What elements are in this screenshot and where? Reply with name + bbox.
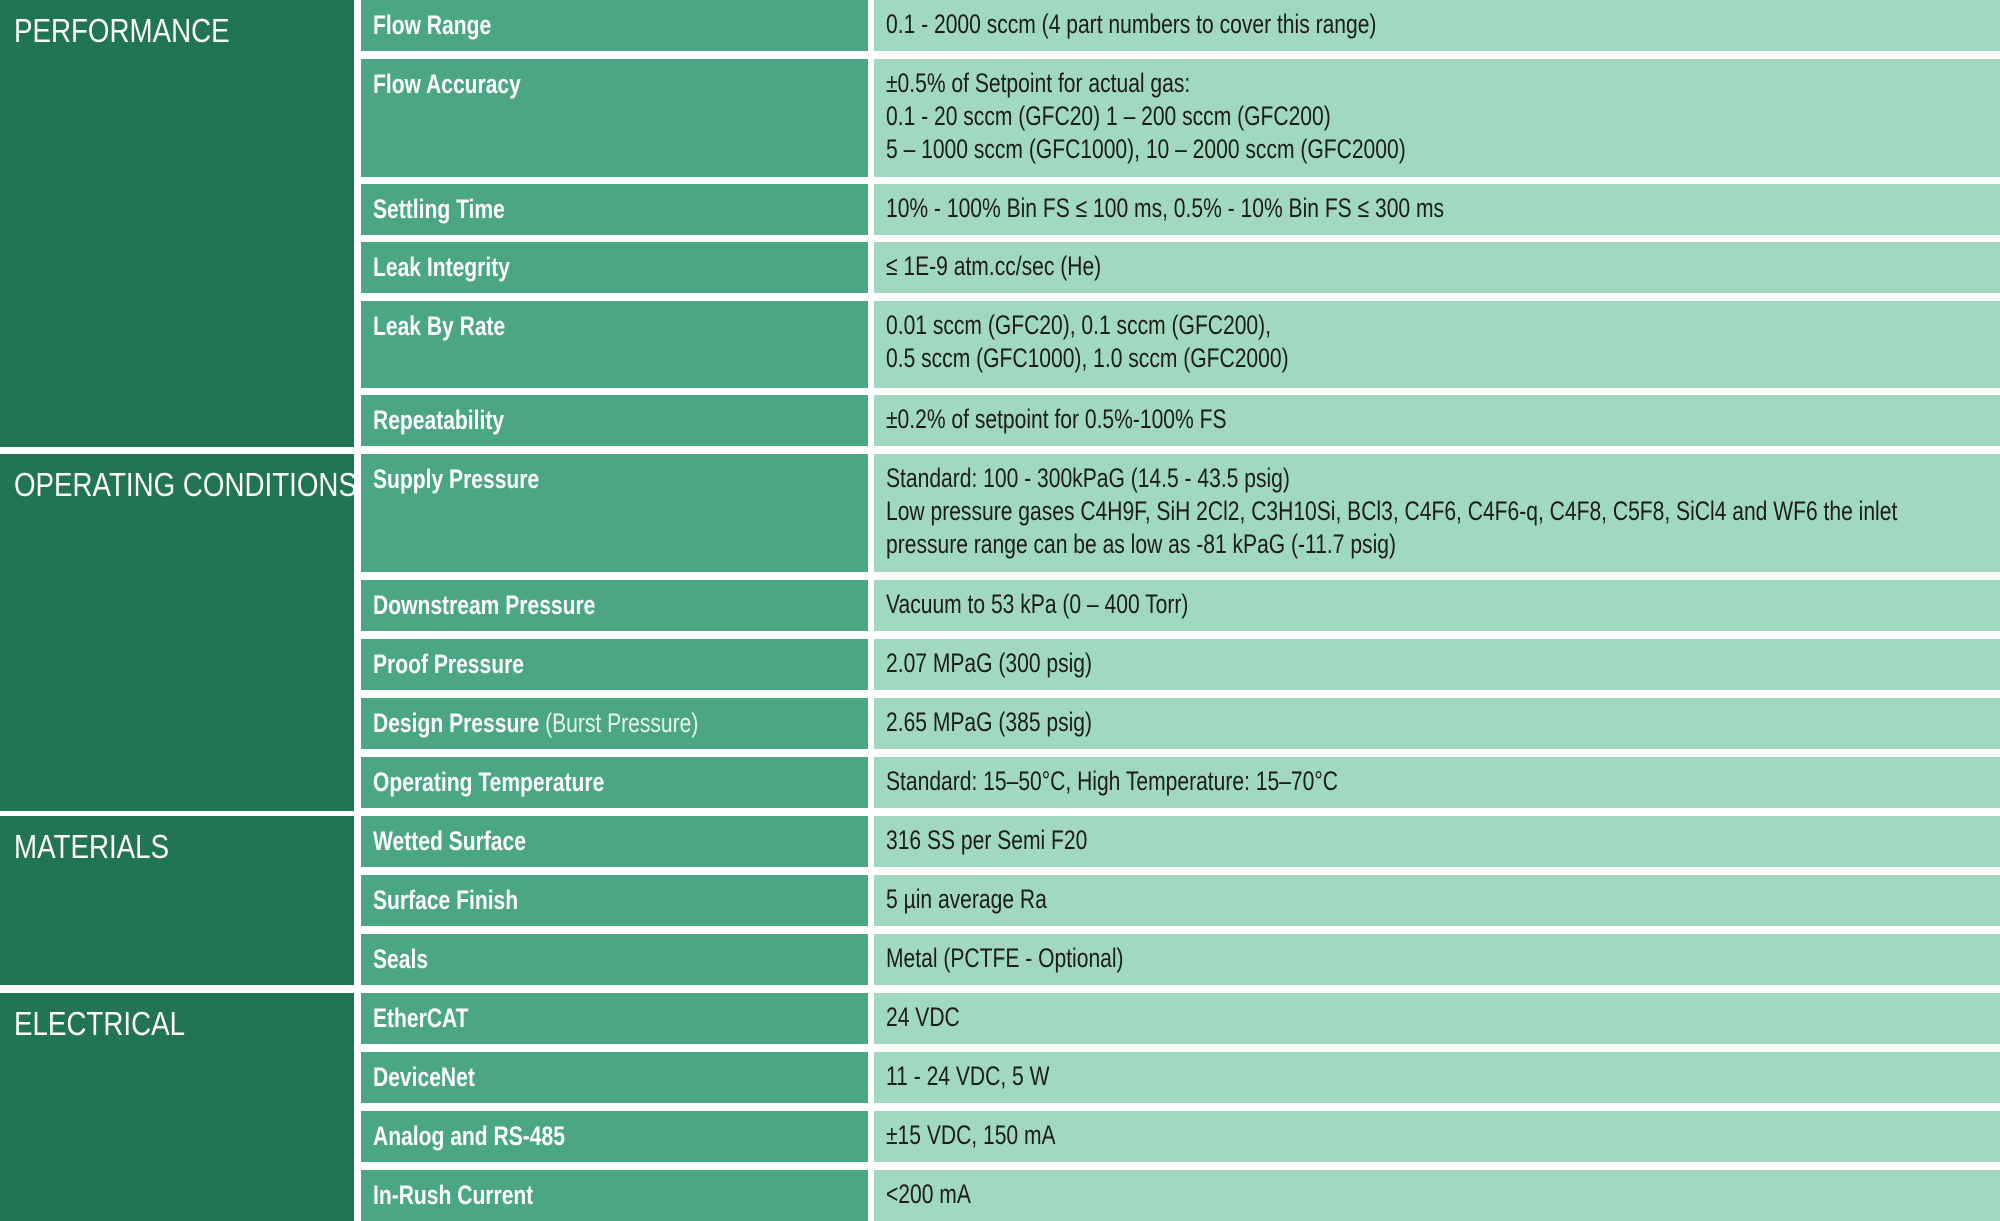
spec-value-line: 2.07 MPaG (300 psig) xyxy=(886,648,1093,678)
spec-label-supply-pressure xyxy=(373,462,539,496)
spec-label-devicenet xyxy=(373,1060,475,1094)
spec-value-leak-integrity xyxy=(886,250,1101,283)
spec-value-line: ±0.2% of setpoint for 0.5%-100% FS xyxy=(886,404,1227,434)
spec-value-cell xyxy=(874,757,2000,808)
spec-label-main: Analog and RS-485 xyxy=(373,1121,565,1151)
spec-value-line: Metal (PCTFE - Optional) xyxy=(886,943,1124,973)
spec-label-main: Operating Temperature xyxy=(373,767,605,797)
spec-label-main: Leak Integrity xyxy=(373,252,510,282)
spec-value-cell xyxy=(874,875,2000,926)
spec-label-main: DeviceNet xyxy=(373,1062,475,1092)
spec-label-wetted-surface xyxy=(373,824,526,858)
spec-value-ethercat xyxy=(886,1001,960,1034)
spec-value-line: ±15 VDC, 150 mA xyxy=(886,1120,1056,1150)
spec-value-in-rush-current xyxy=(886,1178,971,1211)
spec-label-cell xyxy=(361,59,868,177)
spec-label-cell xyxy=(361,1170,868,1221)
spec-value-cell xyxy=(874,184,2000,235)
spec-label-main: Surface Finish xyxy=(373,885,519,915)
spec-value-leak-by-rate xyxy=(886,309,1289,375)
spec-label-cell xyxy=(361,1111,868,1162)
spec-label-cell xyxy=(361,875,868,926)
spec-value-line: 5 µin average Ra xyxy=(886,884,1047,914)
spec-value-line: Low pressure gases C4H9F, SiH 2Cl2, C3H10Si, BCl3, C4F6, C4F6-q, C4F8, C5F8, SiCl4 and WF6 the inlet xyxy=(886,496,1898,526)
spec-label-cell xyxy=(361,639,868,690)
spec-value-cell xyxy=(874,59,2000,177)
spec-value-operating-temperature xyxy=(886,765,1338,798)
spec-value-line: 5 – 1000 sccm (GFC1000), 10 – 2000 sccm (GFC2000) xyxy=(886,134,1406,164)
spec-label-cell xyxy=(361,454,868,572)
spec-value-line: 0.1 - 2000 sccm (4 part numbers to cover this range) xyxy=(886,9,1377,39)
spec-value-downstream-pressure xyxy=(886,588,1188,621)
spec-value-cell xyxy=(874,1111,2000,1162)
spec-value-line: 10% - 100% Bin FS ≤ 100 ms, 0.5% - 10% Bin FS ≤ 300 ms xyxy=(886,193,1445,223)
spec-value-seals xyxy=(886,942,1124,975)
spec-label-flow-range xyxy=(373,8,491,42)
section-title: MATERIALS xyxy=(14,828,170,865)
spec-label-cell xyxy=(361,698,868,749)
spec-value-analog-and-rs-485 xyxy=(886,1119,1056,1152)
spec-value-line: 0.5 sccm (GFC1000), 1.0 sccm (GFC2000) xyxy=(886,343,1289,373)
spec-label-cell xyxy=(361,242,868,293)
spec-value-proof-pressure xyxy=(886,647,1092,680)
spec-label-cell xyxy=(361,184,868,235)
spec-value-cell xyxy=(874,1052,2000,1103)
spec-value-cell xyxy=(874,698,2000,749)
spec-value-repeatability xyxy=(886,403,1227,436)
spec-value-settling-time xyxy=(886,192,1444,225)
spec-value-line: 2.65 MPaG (385 psig) xyxy=(886,707,1093,737)
spec-label-cell xyxy=(361,395,868,446)
section-electrical xyxy=(0,993,354,1221)
spec-value-cell xyxy=(874,816,2000,867)
spec-label-main: Repeatability xyxy=(373,405,505,435)
spec-label-main: Seals xyxy=(373,944,429,974)
spec-label-operating-temperature xyxy=(373,765,604,799)
spec-label-main: In-Rush Current xyxy=(373,1180,534,1210)
section-title: ELECTRICAL xyxy=(14,1005,185,1042)
spec-value-cell xyxy=(874,580,2000,631)
spec-value-line: pressure range can be as low as -81 kPaG (-11.7 psig) xyxy=(886,529,1396,559)
spec-value-line: ≤ 1E-9 atm.cc/sec (He) xyxy=(886,251,1102,281)
spec-label-main: Supply Pressure xyxy=(373,464,540,494)
spec-label-cell xyxy=(361,993,868,1044)
spec-label-main: Downstream Pressure xyxy=(373,590,596,620)
spec-value-cell xyxy=(874,454,2000,572)
spec-label-in-rush-current xyxy=(373,1178,533,1212)
spec-value-cell xyxy=(874,301,2000,388)
spec-label-downstream-pressure xyxy=(373,588,595,622)
section-title: PERFORMANCE xyxy=(14,12,230,49)
spec-label-main: Flow Accuracy xyxy=(373,69,521,99)
spec-value-surface-finish xyxy=(886,883,1047,916)
spec-value-supply-pressure xyxy=(886,462,1897,561)
spec-label-cell xyxy=(361,816,868,867)
spec-label-analog-and-rs-485 xyxy=(373,1119,565,1153)
spec-value-cell xyxy=(874,0,2000,51)
spec-label-surface-finish xyxy=(373,883,518,917)
spec-label-cell xyxy=(361,580,868,631)
spec-value-cell xyxy=(874,993,2000,1044)
spec-label-cell xyxy=(361,1052,868,1103)
section-title: OPERATING CONDITIONS xyxy=(14,466,357,503)
spec-label-cell xyxy=(361,934,868,985)
spec-label-main: EtherCAT xyxy=(373,1003,469,1033)
spec-value-line: 24 VDC xyxy=(886,1002,960,1032)
spec-label-proof-pressure xyxy=(373,647,524,681)
spec-value-cell xyxy=(874,1170,2000,1221)
spec-label-seals xyxy=(373,942,428,976)
spec-label-flow-accuracy xyxy=(373,67,521,101)
spec-label-cell xyxy=(361,757,868,808)
spec-label-main: Flow Range xyxy=(373,10,492,40)
spec-label-cell xyxy=(361,301,868,388)
spec-label-ethercat xyxy=(373,1001,469,1035)
spec-value-line: 316 SS per Semi F20 xyxy=(886,825,1088,855)
spec-value-line: ±0.5% of Setpoint for actual gas: xyxy=(886,68,1191,98)
spec-label-design-pressure xyxy=(373,706,698,740)
section-operating-conditions xyxy=(0,454,357,811)
spec-value-cell xyxy=(874,242,2000,293)
spec-label-leak-integrity xyxy=(373,250,510,284)
spec-value-cell xyxy=(874,395,2000,446)
spec-label-main: Wetted Surface xyxy=(373,826,526,856)
spec-value-design-pressure xyxy=(886,706,1092,739)
spec-label-main: Proof Pressure xyxy=(373,649,524,679)
spec-label-leak-by-rate xyxy=(373,309,505,343)
spec-value-devicenet xyxy=(886,1060,1049,1093)
spec-label-settling-time xyxy=(373,192,505,226)
spec-label-note: (Burst Pressure) xyxy=(539,708,699,738)
spec-value-line: Vacuum to 53 kPa (0 – 400 Torr) xyxy=(886,589,1189,619)
spec-label-main: Leak By Rate xyxy=(373,311,506,341)
section-materials xyxy=(0,816,354,985)
spec-value-line: Standard: 15–50°C, High Temperature: 15–70°C xyxy=(886,766,1338,796)
section-performance xyxy=(0,0,354,447)
spec-value-cell xyxy=(874,934,2000,985)
spec-value-line: 11 - 24 VDC, 5 W xyxy=(886,1061,1050,1091)
spec-label-cell xyxy=(361,0,868,51)
spec-value-line: Standard: 100 - 300kPaG (14.5 - 43.5 psig) xyxy=(886,463,1290,493)
spec-value-cell xyxy=(874,639,2000,690)
spec-label-repeatability xyxy=(373,403,504,437)
spec-value-wetted-surface xyxy=(886,824,1087,857)
spec-value-flow-range xyxy=(886,8,1376,41)
spec-value-line: 0.01 sccm (GFC20), 0.1 sccm (GFC200), xyxy=(886,310,1272,340)
spec-label-main: Design Pressure xyxy=(373,708,540,738)
spec-value-line: <200 mA xyxy=(886,1179,971,1209)
spec-label-main: Settling Time xyxy=(373,194,505,224)
spec-value-line: 0.1 - 20 sccm (GFC20) 1 – 200 sccm (GFC200) xyxy=(886,101,1331,131)
spec-value-flow-accuracy xyxy=(886,67,1406,166)
